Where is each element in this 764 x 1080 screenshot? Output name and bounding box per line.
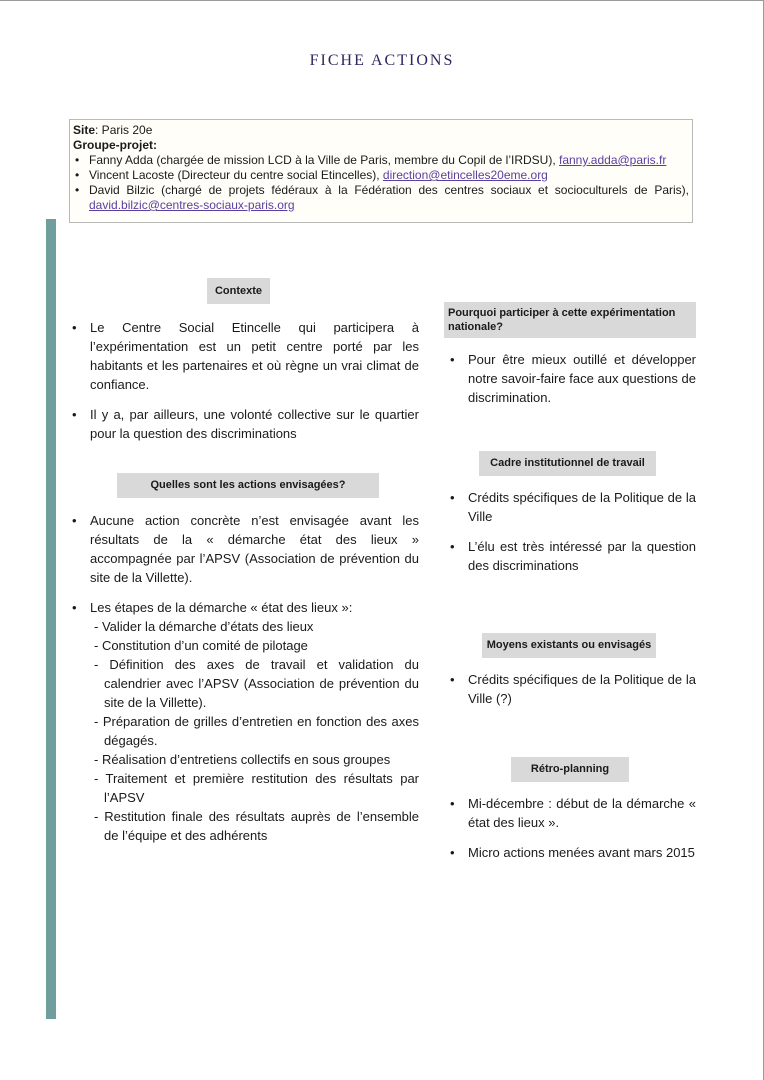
- heading-contexte: Contexte: [207, 278, 270, 304]
- list-item: • Crédits spécifiques de la Politique de la Ville: [448, 488, 696, 526]
- contexte-list: [70, 318, 419, 454]
- actions-list: [70, 511, 419, 856]
- site-label: Site: [73, 123, 96, 137]
- step-item: - Définition des axes de travail et validation du calendrier avec l’APSV (Association de prévention du site de la Villette).: [94, 657, 419, 710]
- heading-moyens: Moyens existants ou envisagés: [482, 633, 656, 658]
- heading-retro: Rétro-planning: [511, 757, 629, 782]
- step-item: - Préparation de grilles d’entretien en fonction des axes dégagés.: [94, 714, 419, 748]
- heading-actions: Quelles sont les actions envisagées?: [117, 473, 379, 498]
- site-value: : Paris 20e: [95, 123, 153, 137]
- group-members-list: [73, 153, 689, 213]
- retro-list: [448, 794, 696, 873]
- list-item: • Aucune action concrète n’est envisagée avant les résultats de la « démarche état des lieux » accompagnée par l’APSV (Association de prévention du site de la Villette).: [70, 511, 419, 587]
- group-label-line: Groupe-projet:: [73, 138, 157, 152]
- step-item: - Valider la démarche d’états des lieux: [94, 619, 314, 634]
- list-item: • Crédits spécifiques de la Politique de la Ville (?): [448, 670, 696, 708]
- group-member: • David Bilzic (chargé de projets fédéraux à la Fédération des centres sociaux et socioculturels de Paris), david.bilzic@centres-sociaux-paris.org: [73, 183, 689, 213]
- email-link[interactable]: david.bilzic@centres-sociaux-paris.org: [89, 198, 295, 212]
- page-border-top: [0, 0, 764, 1]
- list-item: • Le Centre Social Etincelle qui participera à l’expérimentation est un petit centre porté par les habitants et les partenaires et où règne un vrai climat de confiance.: [70, 318, 419, 394]
- step-item: - Traitement et première restitution des résultats par l’APSV: [94, 771, 419, 805]
- steps-list: [90, 617, 419, 845]
- group-label: Groupe-projet: [73, 138, 153, 152]
- heading-cadre: Cadre institutionnel de travail: [479, 451, 656, 476]
- steps-intro: Les étapes de la démarche « état des lieux »:: [90, 600, 353, 615]
- decorative-side-bar: [46, 219, 56, 1019]
- step-item: - Restitution finale des résultats auprès de l’ensemble de l’équipe et des adhérents: [94, 809, 419, 843]
- step-item: - Constitution d’un comité de pilotage: [94, 638, 308, 653]
- list-item: • Il y a, par ailleurs, une volonté collective sur le quartier pour la question des discriminations: [70, 405, 419, 443]
- list-item: • Micro actions menées avant mars 2015: [448, 843, 696, 862]
- list-item: [70, 598, 419, 845]
- project-info-box: [69, 119, 693, 223]
- pourquoi-list: [448, 350, 696, 418]
- email-link[interactable]: fanny.adda@paris.fr: [559, 153, 667, 167]
- list-item: • Pour être mieux outillé et développer notre savoir-faire face aux questions de discrimination.: [448, 350, 696, 407]
- group-member: • Fanny Adda (chargée de mission LCD à la Ville de Paris, membre du Copil de l’IRDSU), fanny.adda@paris.fr: [73, 153, 689, 168]
- page-title: FICHE ACTIONS: [309, 52, 455, 69]
- site-line: [73, 123, 689, 138]
- list-item: • L’élu est très intéressé par la question des discriminations: [448, 537, 696, 575]
- step-item: - Réalisation d’entretiens collectifs en sous groupes: [94, 752, 391, 767]
- group-member: • Vincent Lacoste (Directeur du centre social Etincelles), direction@etincelles20eme.org: [73, 168, 689, 183]
- list-item: • Mi-décembre : début de la démarche « état des lieux ».: [448, 794, 696, 832]
- moyens-list: [448, 670, 696, 719]
- cadre-list: [448, 488, 696, 586]
- email-link[interactable]: direction@etincelles20eme.org: [382, 168, 548, 182]
- heading-pourquoi: Pourquoi participer à cette expérimentation nationale?: [444, 302, 696, 338]
